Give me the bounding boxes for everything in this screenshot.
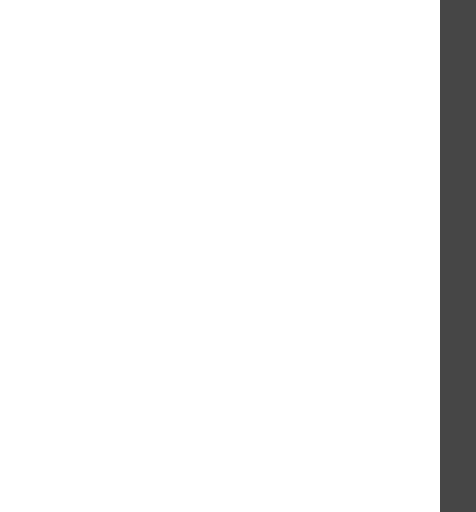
viewer-background <box>440 0 476 512</box>
